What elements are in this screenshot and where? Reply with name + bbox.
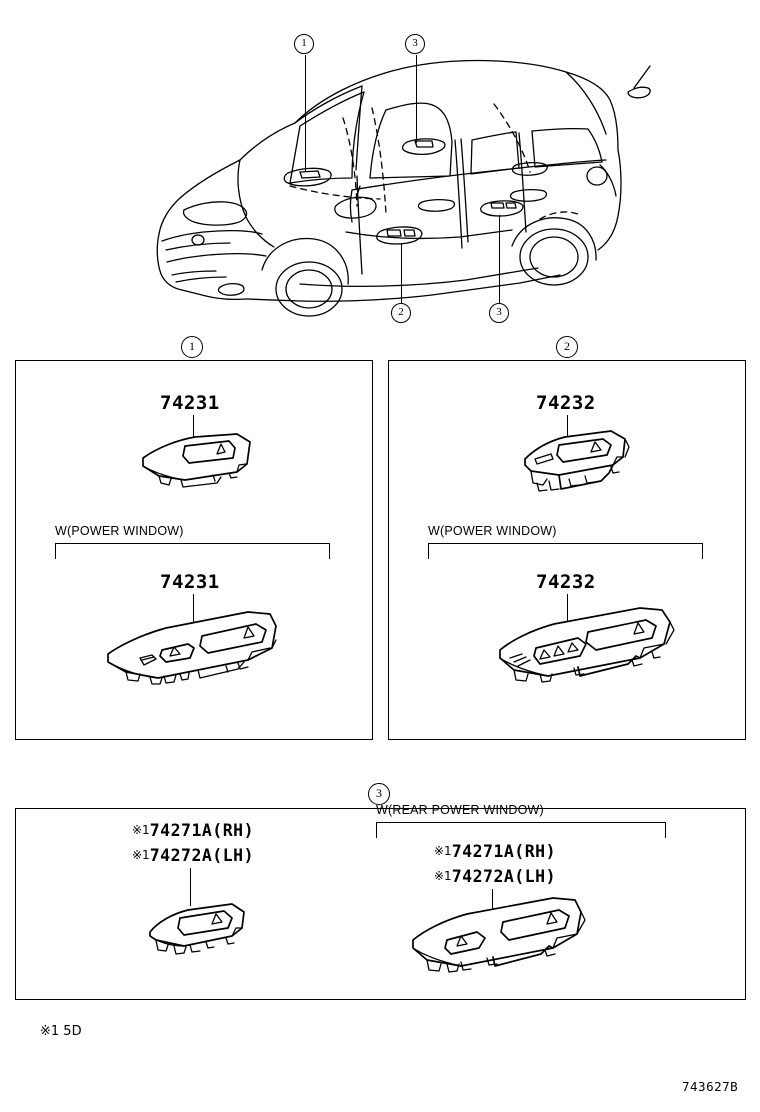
panel-3-right-part-number-rh [434,841,556,862]
panel-2-bracket [428,543,703,559]
panel-1-group-label: W(POWER WINDOW) [55,524,184,538]
panel-1-callout: 1 [181,336,203,358]
panel-3-left-lh-mark: ※1 [132,848,150,862]
panel-3-group-label: W(REAR POWER WINDOW) [376,803,544,817]
drawing-code: 743627B [682,1079,739,1094]
panel-3-bracket [376,822,666,838]
vehicle-callout-3-bottom: 3 [489,303,509,323]
panel-3-left-rh-mark: ※1 [132,823,150,837]
panel-1-part-figure-top [125,428,265,498]
panel-3-callout: 3 [368,783,390,805]
panel-3-right-lh-value: 74272A(LH) [451,867,557,886]
panel-3-left-part-figure [140,898,260,964]
vehicle-callout-3-top: 3 [405,34,425,54]
vehicle-leader-1 [305,55,306,171]
panel-2-callout: 2 [556,336,578,358]
vehicle-leader-2 [401,243,402,303]
footnote: ※1 5D [40,1024,82,1039]
panel-3-right-part-figure [403,892,593,976]
panel-1-part-number-top: 74231 [160,392,220,414]
panel-3-right-rh-mark: ※1 [434,844,452,858]
vehicle-callout-1: 1 [294,34,314,54]
panel-1-part-number-bottom: 74231 [160,571,220,593]
panel-3-left-part-number-rh [132,820,254,841]
panel-1-bracket [55,543,330,559]
panel-1-part-figure-bottom [98,608,288,690]
panel-3-right-part-number-lh [434,866,556,887]
vehicle-callout-2: 2 [391,303,411,323]
vehicle-illustration [0,0,760,340]
panel-2-part-number-top: 74232 [536,392,596,414]
panel-3-right-lh-mark: ※1 [434,869,452,883]
panel-2-part-figure-top [513,427,653,505]
vehicle-leader-3-bottom [499,215,500,303]
panel-3-left-rh-value: 74271A(RH) [149,821,255,840]
panel-2-part-number-bottom: 74232 [536,571,596,593]
panel-3-right-rh-value: 74271A(RH) [451,842,557,861]
panel-2-group-label: W(POWER WINDOW) [428,524,557,538]
panel-3-left-part-number-lh [132,845,254,866]
panel-3-left-lh-value: 74272A(LH) [149,846,255,865]
vehicle-leader-3-top [416,55,417,143]
panel-2-part-figure-bottom [492,604,684,690]
